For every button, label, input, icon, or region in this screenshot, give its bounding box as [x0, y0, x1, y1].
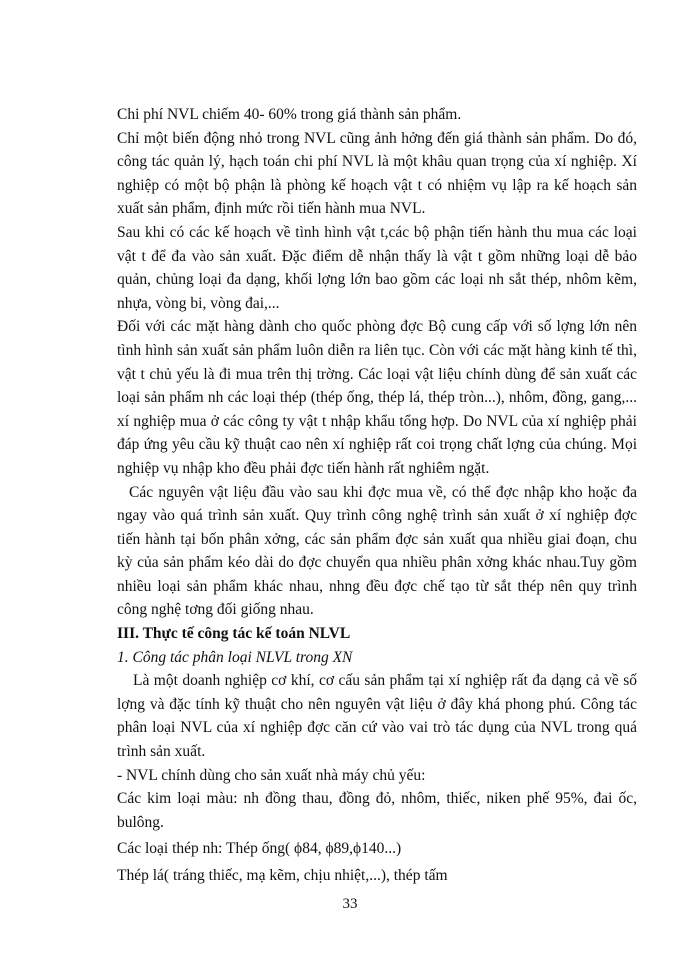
document-body — [117, 103, 637, 888]
paragraph: Thép lá( tráng thiếc, mạ kẽm, chịu nhiệt,...), thép tấm — [117, 867, 448, 884]
paragraph: Đối với các mặt hàng dành cho quốc phòng đợc Bộ cung cấp với số lợng lớn nên tình hình sản xuất sản phẩm luôn diễn ra liên tục. Còn với các mặt hàng kinh tế thì, vật t chủ yếu là đi mua trên thị trờng. Các loại vật liệu chính dùng để sản xuất các loại sản phẩm nh các loại thép (thép ống, thép lá, thép tròn...), nhôm, đồng, gang,... xí nghiệp mua ở các công ty vật t nhập khẩu tổng hợp. Do NVL của xí nghiệp phải đáp ứng yêu cầu kỹ thuật cao nên xí nghiệp rất coi trọng chất lợng của chúng. Mọi nghiệp vụ nhập kho đều phải đợc tiến hành rất nghiêm ngặt. — [117, 318, 637, 477]
paragraph: Các kim loại màu: nh đồng thau, đồng đỏ, nhôm, thiếc, niken phế 95%, đai ốc, bulông. — [117, 790, 637, 831]
paragraph: Chi phí NVL chiếm 40- 60% trong giá thành sản phẩm. — [117, 106, 462, 123]
page-number: 33 — [342, 896, 358, 912]
paragraph: Các loại thép nh: Thép ống( ϕ84, ϕ89,ϕ140...) — [117, 840, 402, 858]
paragraph: - NVL chính dùng cho sản xuất nhà máy chủ yếu: — [117, 766, 426, 784]
subsection-heading: 1. Công tác phân loại NLVL trong XN — [117, 648, 353, 666]
paragraph: Chỉ một biến động nhỏ trong NVL cũng ảnh hởng đến giá thành sản phẩm. Do đó, công tác quản lý, hạch toán chi phí NVL là một khâu quan trọng của xí nghiệp. Xí nghiệp có một bộ phận là phòng kế hoạch vật t có nhiệm vụ lập ra kế hoạch sản xuất sản phẩm, định mức rồi tiến hành mua NVL. — [117, 129, 637, 218]
paragraph: Là một doanh nghiệp cơ khí, cơ cấu sản phẩm tại xí nghiệp rất đa dạng cả về số lợng và đặc tính kỹ thuật cho nên nguyên vật liệu ở đây khá phong phú. Công tác phân loại NVL của xí nghiệp đợc căn cứ vào vai trò tác dụng của NVL trong quá trình sản xuất. — [117, 672, 637, 761]
section-heading: III. Thực tế công tác kế toán NLVL — [117, 625, 351, 643]
paragraph: Sau khi có các kế hoạch về tình hình vật t,các bộ phận tiến hành thu mua các loại vật t để đa vào sản xuất. Đặc điểm dễ nhận thấy là vật t gồm những loại dễ bảo quản, chủng loại đa dạng, khối lợng lớn bao gồm các loại nh sắt thép, nhôm kẽm, nhựa, vòng bi, vòng đai,... — [117, 223, 637, 312]
paragraph: Các nguyên vật liệu đầu vào sau khi đợc mua về, có thể đợc nhập kho hoặc đa ngay vào quá trình sản xuất. Quy trình công nghệ trình sản xuất ở xí nghiệp đợc tiến hành tại bốn phân xởng, các sản phẩm đợc sản xuất qua nhiều giai đoạn, chu kỳ của sản phẩm kéo dài do đợc chuyển qua nhiều phân xởng khác nhau.Tuy gồm nhiều loại sản phẩm khác nhau, nhng đều đợc chế tạo từ sắt thép nên quy trình công nghệ tơng đối giống nhau. — [117, 483, 637, 619]
